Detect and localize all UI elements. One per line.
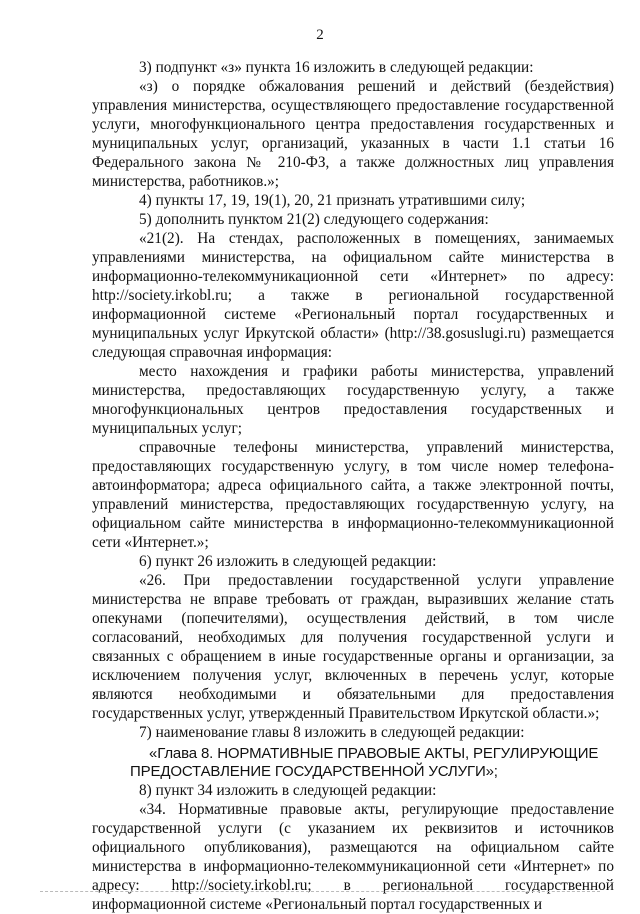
- paragraph-item-8: 8) пункт 34 изложить в следующей редакции:: [139, 782, 437, 799]
- paragraph-point-21-2: «21(2). На стендах, расположенных в помещениях, занимаемых управлениями министерства, на официальном сайте министерства в информационно-телекоммуникационной сети «Интернет» по адресу: http://society.irkobl.ru; а также в региональной государственной информационной системе «Региональный портал государственных и муниципальных услуг Иркутской области» (http://38.gosuslugi.ru) размещается следующая справочная информация:: [92, 230, 614, 361]
- paragraph-point-26: «26. При предоставлении государственной услуги управление министерства не вправе требовать от граждан, выразивших желание стать опекунами (попечителями), осуществления действий, в том числе согласований, необходимых для получения государственной услуги и связанных с обращением в иные государственные органы и организации, за исключением получения услуг, включенных в перечень услуг, которые являются необходимыми и обязательными для предоставления государственных услуг, утвержденный Правительством Иркутской области.»;: [92, 572, 614, 722]
- paragraph-phone-info: справочные телефоны министерства, управлений министерства, предоставляющих государственную услугу, в том числе номер телефона-автоинформатора; адреса официального сайта, а также электронной почты, управлений министерства, предоставляющих государственную услугу, на официальном сайте министерства в информационно-телекоммуникационной сети «Интернет.»;: [92, 439, 614, 551]
- document-body: [92, 58, 614, 914]
- chapter-8-heading-line2: ПРЕДОСТАВЛЕНИЕ ГОСУДАРСТВЕННОЙ УСЛУГИ»;: [130, 763, 498, 780]
- paragraph-item-5: 5) дополнить пунктом 21(2) следующего содержания:: [139, 211, 489, 228]
- paragraph-subitem-z: «з) о порядке обжалования решений и действий (бездействия) управления министерства, осуществляющего предоставление государственной услуги, многофункционального центра предоставления государственных и муниципальных услуг, организаций, указанных в части 1.1 статьи 16 Федерального закона № 210-ФЗ, а также должностных лиц управления министерства, работников.»;: [92, 78, 614, 190]
- chapter-8-heading: [92, 745, 614, 781]
- paragraph-location-info: место нахождения и графики работы министерства, управлений министерства, предоставляющих государственную услугу, а также многофункциональных центров предоставления государственных и муниципальных услуг;: [92, 363, 614, 437]
- paragraph-point-34: «34. Нормативные правовые акты, регулирующие предоставление государственной услуги (с указанием их реквизитов и источников официального опубликования), размещаются на официальном сайте министерства в информационно-телекоммуникационной сети «Интернет» по адресу: http://society.irkobl.ru; в региональной государственной информационной системе «Региональный портал государственных и: [92, 801, 614, 913]
- paragraph-item-6: 6) пункт 26 изложить в следующей редакции:: [139, 553, 437, 570]
- paragraph-item-7: 7) наименование главы 8 изложить в следующей редакции:: [139, 724, 525, 741]
- chapter-8-heading-line1: «Глава 8. НОРМАТИВНЫЕ ПРАВОВЫЕ АКТЫ, РЕГУЛИРУЮЩИЕ: [149, 745, 599, 762]
- paragraph-item-4: 4) пункты 17, 19, 19(1), 20, 21 признать утратившими силу;: [139, 192, 526, 209]
- paragraph-item-3: 3) подпункт «з» пункта 16 изложить в следующей редакции:: [139, 59, 534, 76]
- page-number: 2: [316, 27, 324, 43]
- page-bottom-rule: [40, 891, 600, 892]
